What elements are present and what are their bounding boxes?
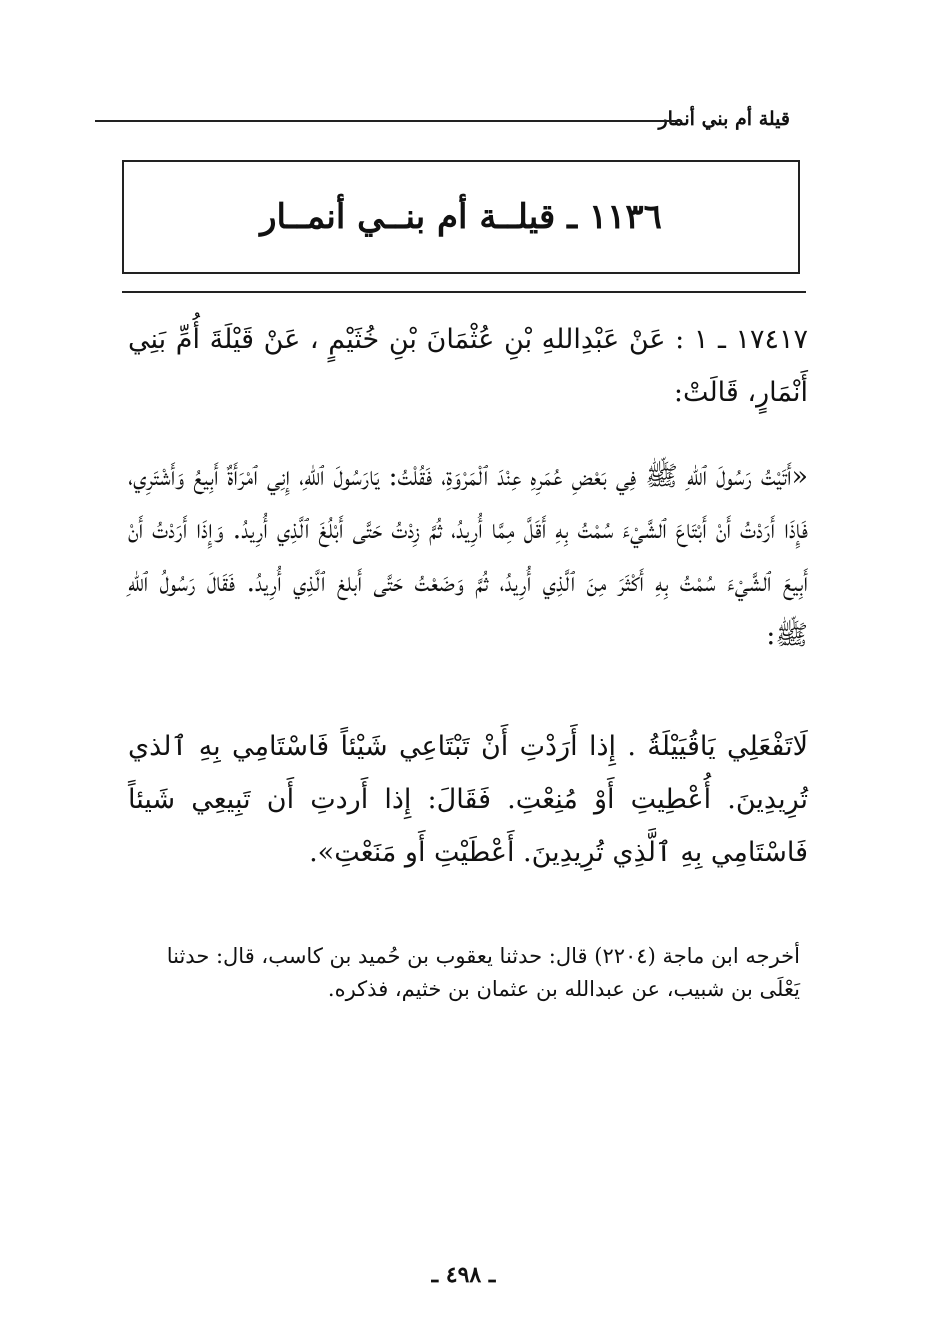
- running-head-title: قيلة أم بني أنمار: [658, 108, 790, 130]
- hadith-matn-part-1: «أَتَيْتُ رَسُولَ ٱللهِ ﷺ فِي بَعْضِ عُمَرِهِ عِنْدَ ٱلْمَرْوَةِ، فَقُلْتُ: يَارَسُولَ ٱللهِ، إِنِي ٱمْرَأَةٌ أَبِيعُ وَأَشْتَرِي، فَإِذَا أَرَدْتُ أَنْ أَبْتَاعَ ٱلشَّيْءَ سُمْتُ بِهِ أَقَلَّ مِمَّا أُرِيدُ، ثُمَّ زِدْتُ حَتَّى أَبْلُغَ ٱلَّذِي أُرِيدُ. وَإِذَا أَرَدْتُ أَنْ أَبِيعَ ٱلشَّيْءَ سُمْتُ بِهِ أَكْثَرَ مِنَ ٱلَّذِي أُرِيدُ، ثُمَّ وَضَعْتُ حَتَّى أَبلغ ٱلَّذِي أُرِيدُ. فَقَالَ رَسُولُ ٱللهِ ﷺ:: [128, 461, 808, 651]
- hadith-isnad: ١٧٤١٧ ـ ١ : عَنْ عَبْدِاللهِ بْنِ عُثْمَانَ بْنِ خُثَيْمٍ ، عَنْ قَيْلَةَ أُمِّ بَنِي أَنْمَارٍ، قَالَتْ:: [128, 324, 808, 408]
- running-head: [95, 108, 790, 138]
- entry-title: ١١٣٦ ـ قيلــة أم بنــي أنمــار: [260, 197, 662, 237]
- title-underline-rule: [122, 291, 806, 293]
- running-head-rule: [95, 120, 682, 122]
- hadith-matn-part-2: لَاتَفْعَلِي يَاقُيَيْلَةُ . إِذا أَرَدْتِ أَنْ تَبْتَاعِي شَيْئاً فَاسْتَامِي بِهِ ٱلذي تُرِيدِينَ. أُعْطِيتِ أَوْ مُنِعْتِ. فَقَالَ: إِذا أَردتِ أَن تَبِيعِي شَيئاً فَاسْتَامِي بِهِ ٱلَّذِي تُرِيدِينَ. أَعْطَيْتِ أَو مَنَعْتِ».: [128, 731, 808, 868]
- footnote-takhrij: أخرجه ابن ماجة (٢٢٠٤) قال: حدثنا يعقوب بن حُميد بن كاسب، قال: حدثنا يَعْلَى بن شبيب، عن عبدالله بن عثمان بن خثيم، فذكره.: [166, 944, 800, 1001]
- entry-title-box: [122, 160, 800, 274]
- page-number: ـ ٤٩٨ ـ: [431, 1262, 496, 1288]
